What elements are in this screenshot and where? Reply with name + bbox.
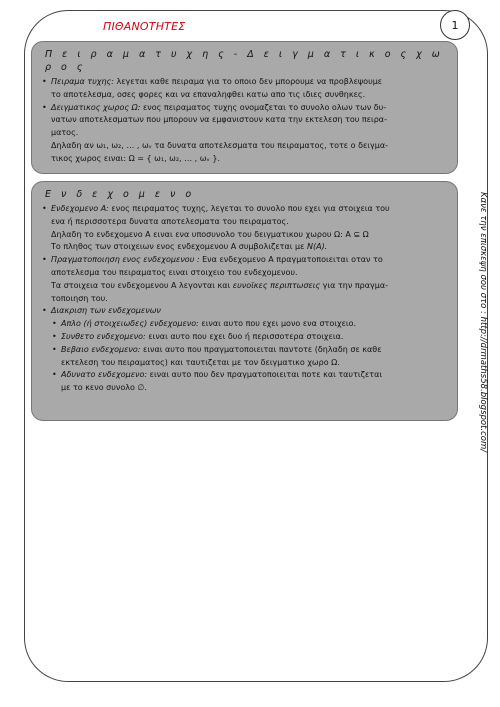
sub-simple-event xyxy=(42,318,447,331)
term: Πραγματοποιηση ενος ενδεχομενου : xyxy=(51,255,200,265)
text: ειναι αυτο που δεν πραγματοποιειται ποτε και ταυτιζεται xyxy=(147,370,383,380)
text: αποτελεσμα του πειραματος ειναι στοιχειο του ενδεχομενου. xyxy=(51,267,298,277)
side-blog-link[interactable] xyxy=(476,192,490,492)
sub-certain-event xyxy=(42,344,447,370)
term: Συνθετο ενδεχομενο: xyxy=(61,331,146,341)
bullet-sample-space xyxy=(42,102,447,166)
text: τικος χωρος ειναι: Ω = { ω₁, ω₂, … , ωᵥ }. xyxy=(51,153,220,163)
bullet-random-experiment xyxy=(42,76,447,102)
text: ειναι αυτο που εχει δυο ή περισσοτερα στοιχεια. xyxy=(145,331,344,341)
text: Ενα ενδεχομενο Α πραγματοποιειται οταν το xyxy=(199,255,383,265)
text: εκτελεση του πειραματος) και ταυτιζεται με τον δειγματικο χωρο Ω. xyxy=(61,357,340,367)
text: ενος πειραματος τυχης, λεγεται το συνολο που εχει για στοιχεια του xyxy=(108,204,390,213)
text: Δηλαδη αν ω₁, ω₂, … , ωᵥ τα δυνατα αποτελεσματα του πειραματος, τοτε ο δειγμα- xyxy=(51,140,388,150)
notation: Ν(Α). xyxy=(306,242,328,252)
text: για την πραγμα- xyxy=(320,280,388,290)
page-number-text: 1 xyxy=(451,18,459,32)
term: Αδυνατο ενδεχομενο: xyxy=(61,370,148,380)
side-blog-link-text[interactable]: Κανε την επισκεψη σου στο : http://drmaths58.blogspot.com/ xyxy=(478,192,488,453)
term: Ενδεχομενο Α: xyxy=(51,204,109,213)
bullet-event-types xyxy=(42,305,447,318)
text: το αποτελεσμα, οσες φορες και να επαναληφθει κατω απο τις ιδιες συνθηκες. xyxy=(51,89,366,99)
text: Δηλαδη το ενδεχομενο Α ειναι ενα υποσυνολο του δειγματικου χωρου Ω: Α ⊆ Ω xyxy=(51,229,369,239)
term: Απλο (ή στοιχειωδες) ενδεχομενο: xyxy=(61,319,199,329)
bullet-event-definition xyxy=(42,203,447,254)
text: ματος. xyxy=(51,128,79,138)
text: Τα στοιχεια του ενδεχομενου Α λεγονται και xyxy=(51,280,233,290)
term: Πειραμα τυχης: xyxy=(51,77,114,86)
term: Βεβαιο ενδεχομενο: xyxy=(61,344,141,354)
sub-compound-event xyxy=(42,331,447,344)
text: ενος πειραματος τυχης ονομαζεται το συνολο ολων των δυ- xyxy=(140,102,387,112)
bullet-event-occurrence xyxy=(42,254,447,305)
text: Το πληθος των στοιχειων ενος ενδεχομενου Α συμβολιζεται με xyxy=(51,242,307,252)
sub-impossible-event xyxy=(42,369,447,395)
term: Διακριση των ενδεχομενων xyxy=(51,306,161,316)
text: νατων αποτελεσματων που μπορουν να εμφανιστουν κατα την εκτελεση του πειρα- xyxy=(51,115,387,125)
text: ενα ή περισσοτερα δυνατα αποτελεσματα του πειραματος. xyxy=(51,216,289,226)
section-title: Π ε ι ρ α μ α τ υ χ η ς - Δ ε ι γ μ α τ ι κ ο ς χ ω ρ ο ς xyxy=(45,49,444,73)
text: ειναι αυτο που εχει μονο ενα στοιχειο. xyxy=(198,319,357,329)
section-experiment-sample-space xyxy=(31,41,458,174)
page-number xyxy=(440,10,470,40)
section-title: Ε ν δ ε χ ο μ ε ν ο xyxy=(45,189,195,200)
term: Δειγματικος χωρος Ω: xyxy=(51,102,141,112)
section-event xyxy=(31,181,458,421)
text: με το κενο συνολο ∅. xyxy=(61,383,147,393)
term: ευνοϊκες περιπτωσεις xyxy=(232,280,321,290)
text: λεγεται καθε πειραμα για το οποιο δεν μπορουμε να προβλεψουμε xyxy=(113,77,383,86)
page-title: ΠΙΘΑΝΟΤΗΤΕΣ xyxy=(103,20,186,33)
text: ειναι αυτο που πραγματοποιειται παντοτε (δηλαδη σε καθε xyxy=(140,344,382,354)
text: τοποιηση του. xyxy=(51,293,108,303)
